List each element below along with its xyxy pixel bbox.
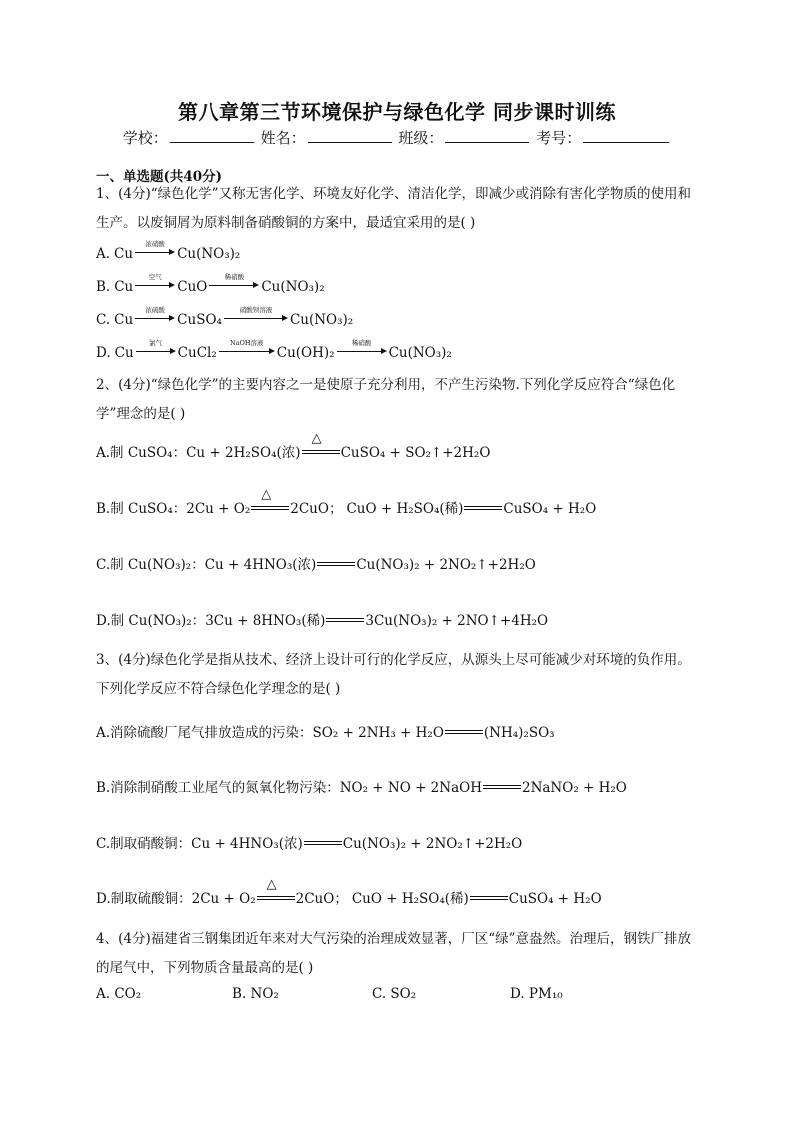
formula: CuSO₄ (177, 312, 222, 328)
reaction-arrow (135, 273, 175, 291)
equals-sign (257, 877, 295, 903)
option-prefix: C.制 Cu(NO₃)₂： (96, 557, 205, 573)
number-label: 考号： (536, 129, 582, 147)
formula: Cu + 2H₂SO₄(浓) (186, 445, 301, 461)
page-title: 第八章第三节环境保护与绿色化学 同步课时训练 (178, 100, 616, 124)
heat-symbol: △ (311, 431, 322, 446)
formula: Cu (114, 246, 134, 262)
formula: 2NaNO₂ + H₂O (521, 780, 627, 796)
q4-option-b[interactable]: B. NO₂ (232, 986, 279, 1002)
q1-option-c[interactable] (96, 306, 354, 328)
formula: Cu(NO₃)₂ (177, 246, 241, 262)
reaction-arrow (135, 240, 175, 258)
student-info-line (0, 127, 794, 148)
q1-option-b[interactable] (96, 273, 325, 295)
formula: 3Cu(NO₃)₂ + 2NO↑+4H₂O (365, 613, 549, 629)
formula: 2Cu + O₂ (186, 501, 251, 517)
q2-option-c[interactable] (96, 553, 536, 573)
formula: Cu (114, 345, 134, 361)
formula: CuSO₄ + H₂O (508, 891, 602, 907)
option-prefix: A.消除硫酸厂尾气排放造成的污染： (96, 725, 313, 741)
q3-option-b[interactable] (96, 776, 627, 796)
formula: 2Cu + O₂ (191, 891, 256, 907)
equals-sign (304, 838, 342, 848)
name-blank[interactable] (308, 128, 392, 143)
option-label: B. (96, 279, 111, 295)
formula: CuSO₄ + H₂O (503, 501, 597, 517)
option-prefix: D.制 Cu(NO₃)₂： (96, 613, 206, 629)
q4-option-c[interactable]: C. SO₂ (372, 986, 417, 1002)
class-label: 班级： (398, 129, 444, 147)
formula: (NH₄)₂SO₃ (483, 725, 555, 741)
equals-sign (464, 503, 502, 513)
formula: Cu(NO₃)₂ (289, 312, 354, 328)
formula: CuO + H₂SO₄(稀) (346, 501, 464, 517)
reaction-arrow (219, 339, 275, 357)
option-prefix: B.制 CuSO₄： (96, 501, 187, 517)
reaction-arrow (136, 339, 176, 357)
formula: 3Cu + 8HNO₃(稀) (205, 613, 326, 629)
q1-option-a[interactable] (96, 240, 241, 262)
reaction-arrow (209, 273, 259, 291)
arrow-condition: 浓硫酸 (145, 306, 165, 314)
formula: Cu(NO₃)₂ + 2NO₂↑+2H₂O (356, 557, 536, 573)
section-heading: 一、单选题(共40分) (96, 169, 223, 185)
heat-symbol: △ (266, 877, 277, 892)
arrow-condition: 稀硝酸 (224, 273, 245, 281)
q1-option-d[interactable] (96, 339, 452, 361)
equals-sign (317, 559, 355, 569)
option-label: C. (96, 312, 111, 328)
heat-symbol: △ (261, 487, 272, 502)
option-prefix: D.制取硫酸铜： (96, 891, 192, 907)
arrow-condition: NaOH溶液 (229, 339, 264, 347)
name-label: 姓名： (260, 129, 306, 147)
reaction-arrow (337, 339, 387, 357)
formula: Cu + 4HNO₃(浓) (204, 557, 317, 573)
formula: Cu(NO₃)₂ + 2NO₂↑+2H₂O (342, 836, 523, 852)
reaction-arrow (135, 306, 175, 324)
formula: Cu(OH)₂ (276, 345, 335, 361)
q4-option-a[interactable]: A. CO₂ (96, 986, 142, 1002)
equals-sign (326, 615, 364, 625)
q2-option-d[interactable] (96, 609, 548, 629)
arrow-condition: 稀硝酸 (351, 339, 372, 347)
formula: Cu(NO₃)₂ (261, 279, 325, 295)
formula: Cu + 4HNO₃(浓) (191, 836, 303, 852)
class-blank[interactable] (445, 128, 529, 143)
formula: 2CuO； (295, 891, 348, 907)
q3-option-d[interactable] (96, 877, 602, 907)
formula: CuCl₂ (177, 345, 217, 361)
equals-sign (470, 893, 508, 903)
option-prefix: C.制取硝酸铜： (96, 836, 192, 852)
formula: NO₂ + NO + 2NaOH (339, 780, 482, 796)
formula: SO₂ + 2NH₃ + H₂O (312, 725, 444, 741)
option-prefix: A.制 CuSO₄： (96, 445, 187, 461)
formula: Cu (114, 279, 134, 295)
question-4-stem: 4、(4分)福建省三钢集团近年来对大气污染的治理成效显著，厂区“绿”意盎然。治理后，钢铁厂排放的尾气中，下列物质含量最高的是( ) (96, 931, 692, 976)
number-blank[interactable] (583, 128, 669, 143)
q4-option-d[interactable]: D. PM₁₀ (510, 986, 563, 1002)
equals-sign (302, 431, 340, 457)
reaction-arrow (224, 306, 288, 324)
q2-option-b[interactable] (96, 487, 597, 517)
formula: CuO (177, 279, 208, 295)
q2-option-a[interactable] (96, 431, 491, 461)
option-prefix: B.消除制硝酸工业尾气的氮氧化物污染： (96, 780, 340, 796)
arrow-condition: 浓硝酸 (145, 240, 165, 248)
option-label: D. (96, 345, 111, 361)
formula: CuSO₄ + SO₂↑+2H₂O (340, 445, 491, 461)
question-3-stem: 3、(4分)绿色化学是指从技术、经济上设计可行的化学反应，从源头上尽可能减少对环境的负作用。下列化学反应不符合绿色化学理念的是( ) (96, 652, 691, 697)
question-1-stem: 1、(4分)“绿色化学”又称无害化学、环境友好化学、清洁化学，即减少或消除有害化学物质的使用和生产。以废铜屑为原料制备硝酸铜的方案中，最适宜采用的是( ) (96, 186, 692, 231)
equals-sign (251, 487, 289, 513)
formula: Cu (114, 312, 134, 328)
formula: CuO + H₂SO₄(稀) (351, 891, 469, 907)
arrow-condition: 氯气 (149, 339, 163, 347)
school-label: 学校： (122, 129, 168, 147)
option-label: A. (96, 246, 111, 262)
arrow-condition: 空气 (148, 273, 162, 281)
school-blank[interactable] (170, 128, 254, 143)
q3-option-a[interactable] (96, 721, 555, 741)
formula: Cu(NO₃)₂ (388, 345, 452, 361)
q3-option-c[interactable] (96, 832, 522, 852)
arrow-condition: 硝酸钡溶液 (239, 306, 273, 314)
equals-sign (483, 782, 521, 792)
equals-sign (445, 727, 483, 737)
question-2-stem: 2、(4分)“绿色化学”的主要内容之一是使原子充分利用，不产生污染物.下列化学反应符合“绿色化学”理念的是( ) (96, 377, 676, 422)
formula: 2CuO； (290, 501, 343, 517)
